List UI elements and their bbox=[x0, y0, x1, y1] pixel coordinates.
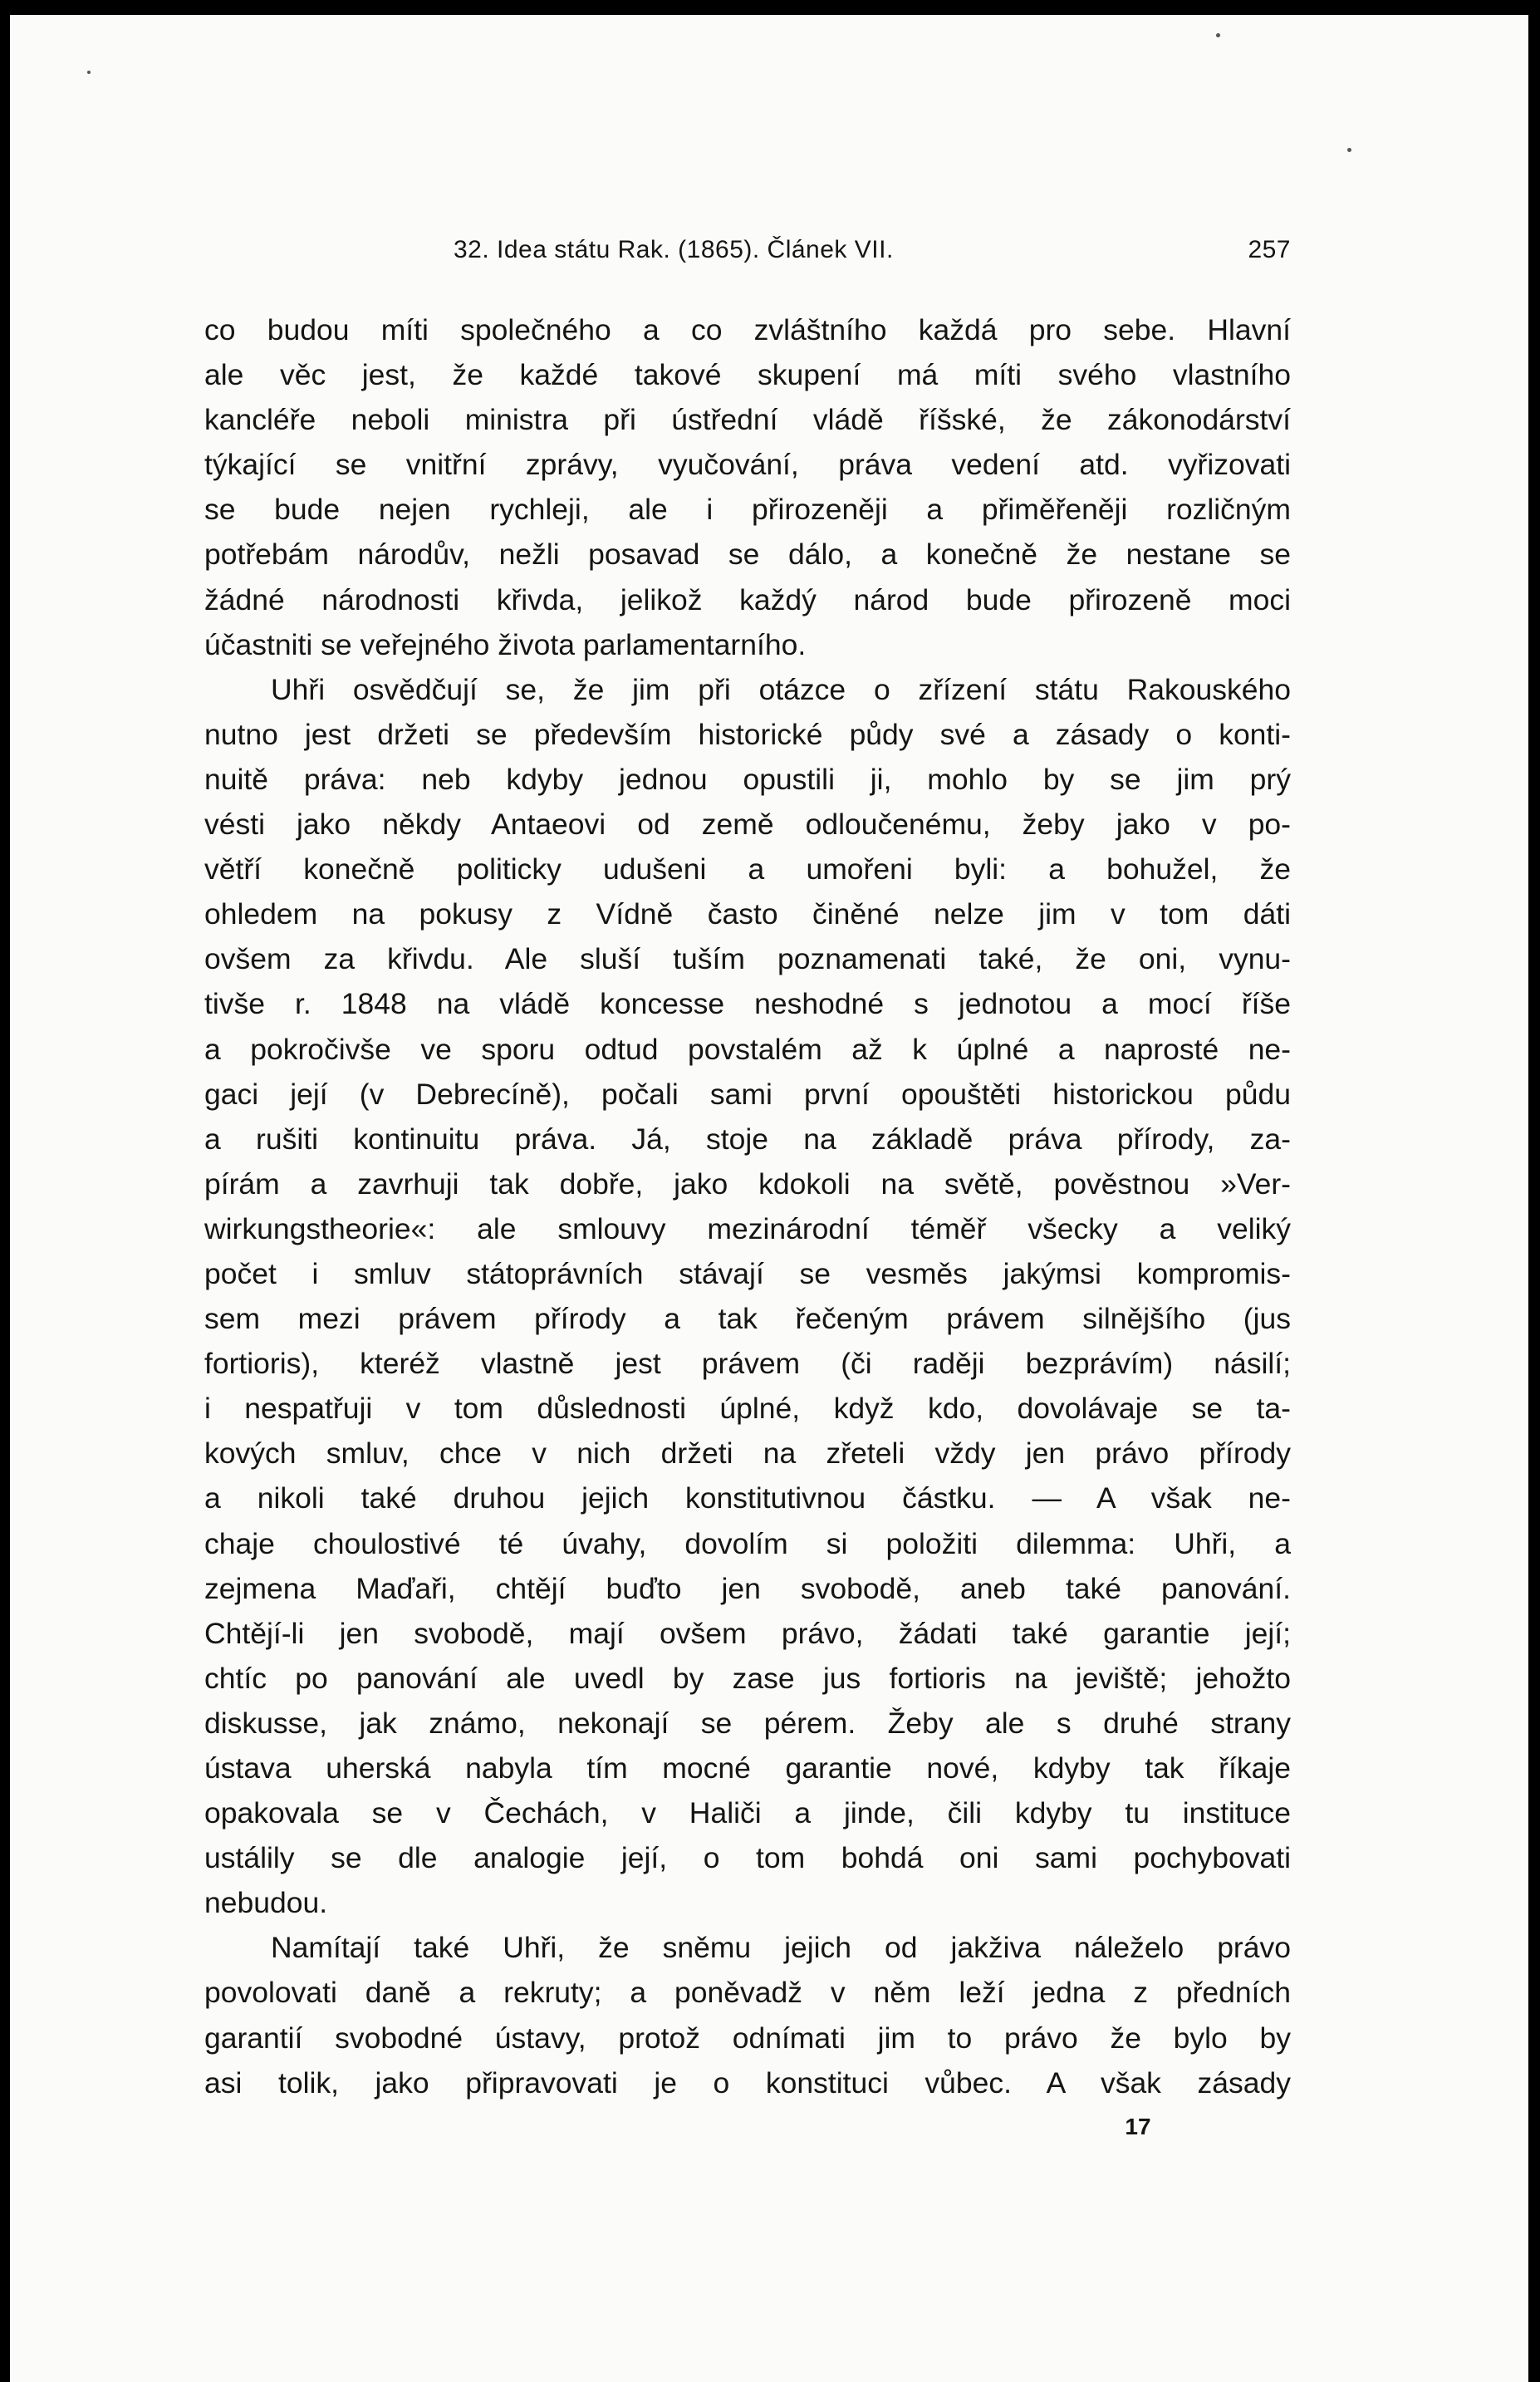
text-line: větří konečně politicky udušeni a umořeni byli: a bohužel, že bbox=[204, 852, 1291, 886]
dust-speck bbox=[87, 71, 91, 74]
text-line: a pokročivše ve sporu odtud povstalém až k úplné a naprosté ne- bbox=[204, 1032, 1291, 1066]
text-line: kových smluv, chce v nich držeti na zřeteli vždy jen právo přírody bbox=[204, 1437, 1291, 1471]
body-text bbox=[204, 307, 1291, 2105]
text-line: wirkungstheorie«: ale smlouvy mezinárodní téměř všecky a veliký bbox=[204, 1211, 1291, 1245]
text-line: účastniti se veřejného života parlamentarního. bbox=[204, 627, 807, 661]
text-line: ustálily se dle analogie její, o tom bohdá oni sami pochybovati bbox=[204, 1841, 1291, 1875]
text-line: ovšem za křivdu. Ale sluší tuším poznamenati také, že oni, vynu- bbox=[204, 942, 1291, 976]
text-line: nebudou. bbox=[204, 1886, 328, 1920]
text-line: ale věc jest, že každé takové skupení má míti svého vlastního bbox=[204, 358, 1291, 392]
text-line: nutno jest držeti se především historické půdy své a zásady o konti- bbox=[204, 717, 1291, 751]
text-line: asi tolik, jako připravovati je o konstituci vůbec. A však zásady bbox=[204, 2065, 1291, 2100]
text-line: žádné národnosti křivda, jelikož každý národ bude přirozeně moci bbox=[204, 582, 1291, 616]
text-line: Chtějí-li jen svobodě, mají ovšem právo, žádati také garantie její; bbox=[204, 1616, 1291, 1650]
dust-speck bbox=[1347, 148, 1351, 152]
text-line: garantií svobodné ústavy, protož odnímati jim to právo že bylo by bbox=[204, 2021, 1291, 2055]
text-line: opakovala se v Čechách, v Haliči a jinde, čili kdyby tu instituce bbox=[204, 1796, 1291, 1830]
running-title: 32. Idea státu Rak. (1865). Článek VII. bbox=[454, 236, 894, 263]
text-line: sem mezi právem přírody a tak řečeným právem silnějšího (jus bbox=[204, 1302, 1291, 1336]
scan-border-top bbox=[0, 0, 1540, 15]
text-line: vésti jako někdy Antaeovi od země odloučenému, žeby jako v po- bbox=[204, 808, 1291, 842]
text-line: tivše r. 1848 na vládě koncesse neshodné s jednotou a mocí říše bbox=[204, 987, 1291, 1021]
text-line: počet i smluv státoprávních stávají se vesměs jakýmsi kompromis- bbox=[204, 1256, 1291, 1290]
scan-border-left bbox=[0, 0, 10, 2382]
text-line: kancléře neboli ministra při ústřední vládě říšské, že zákonodárství bbox=[204, 403, 1291, 437]
page-number: 257 bbox=[1248, 236, 1291, 263]
text-line: a nikoli také druhou jejich konstitutivnou částku. — A však ne- bbox=[204, 1481, 1291, 1515]
text-line: ohledem na pokusy z Vídně často činěné nelze jim v tom dáti bbox=[204, 897, 1291, 931]
text-line: a rušiti kontinuitu práva. Já, stoje na základě práva přírody, za- bbox=[204, 1122, 1291, 1156]
text-line: diskusse, jak známo, nekonají se pérem. Žeby ale s druhé strany bbox=[204, 1706, 1291, 1740]
text-line: gaci její (v Debrecíně), počali sami první opouštěti historickou půdu bbox=[204, 1077, 1291, 1111]
text-line: nuitě práva: neb kdyby jednou opustili ji, mohlo by se jim prý bbox=[204, 762, 1291, 796]
text-line: se bude nejen rychleji, ale i přirozeněji a přiměřeněji rozličným bbox=[204, 493, 1291, 527]
text-line: týkající se vnitřní zprávy, vyučování, práva vedení atd. vyřizovati bbox=[204, 448, 1291, 482]
signature-mark: 17 bbox=[1125, 2114, 1151, 2139]
text-line: zejmena Maďaři, chtějí buďto jen svobodě, aneb také panování. bbox=[204, 1571, 1291, 1605]
text-line: chtíc po panování ale uvedl by zase jus fortioris na jeviště; jehožto bbox=[204, 1661, 1291, 1695]
scan-border-right bbox=[1528, 0, 1540, 2382]
text-line: co budou míti společného a co zvláštního každá pro sebe. Hlavní bbox=[204, 313, 1291, 346]
dust-speck bbox=[1216, 33, 1220, 37]
text-line: potřebám národův, nežli posavad se dálo, a konečně že nestane se bbox=[204, 538, 1291, 572]
text-line: chaje choulostivé té úvahy, dovolím si položiti dilemma: Uhři, a bbox=[204, 1526, 1291, 1560]
text-line: povolovati daně a rekruty; a poněvadž v něm leží jedna z předních bbox=[204, 1976, 1291, 2010]
text-line: fortioris), kteréž vlastně jest právem (či raději bezprávím) násilí; bbox=[204, 1347, 1291, 1381]
text-line: ústava uherská nabyla tím mocné garantie nové, kdyby tak říkaje bbox=[204, 1751, 1291, 1785]
running-head bbox=[204, 236, 1291, 277]
text-line: i nespatřuji v tom důslednosti úplné, když kdo, dovolávaje se ta- bbox=[204, 1392, 1291, 1426]
text-line: pírám a zavrhuji tak dobře, jako kdokoli na světě, pověstnou »Ver- bbox=[204, 1166, 1291, 1201]
text-line: Uhři osvědčují se, že jim při otázce o zřízení státu Rakouského bbox=[271, 672, 1291, 706]
text-line: Namítají také Uhři, že sněmu jejich od jakživa náleželo právo bbox=[271, 1931, 1291, 1965]
